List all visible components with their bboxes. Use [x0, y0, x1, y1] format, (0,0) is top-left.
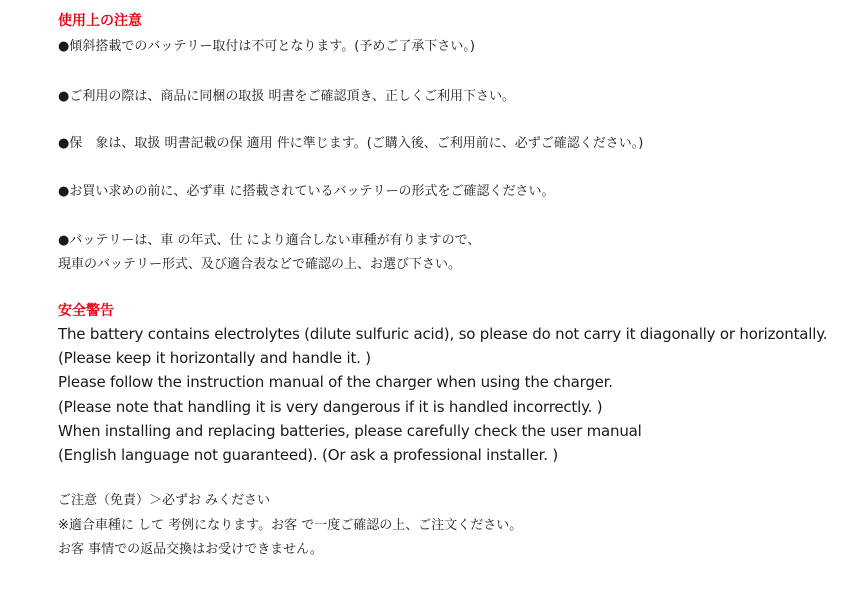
safety-line-charger-manual: Please follow the instruction manual of the charger when using the charger.	[58, 373, 613, 391]
notice-item-compatibility-cont: 現車のバッテリー形式、及び適合表などで確認の上、お選び下さい。	[58, 257, 462, 272]
safety-line-keep-horizontal: (Please keep it horizontally and handle it. )	[58, 349, 371, 367]
safety-line-danger: (Please note that handling it is very dangerous if it is handled incorrectly. )	[58, 398, 603, 416]
notice-item-tilted-mounting: ●傾斜搭載でのバッテリー取付は不可となります。(予めご了承下さい。)	[58, 39, 475, 54]
safety-line-installer: (English language not guaranteed). (Or ask a professional installer. )	[58, 446, 559, 464]
notice-item-warranty: ●保 象は、取扱 明書記載の保 適用 件に準じます。(ご購入後、ご利用前に、必ずご確認ください。)	[58, 136, 644, 151]
notice-item-check-battery-type: ●お買い求めの前に、必ず車 に搭載されているバッテリーの形式をご確認ください。	[58, 184, 555, 199]
safety-line-user-manual: When installing and replacing batteries, please carefully check the user manual	[58, 422, 642, 440]
disclaimer-no-returns: お客 事情での返品交換はお受けできません。	[58, 542, 323, 557]
safety-line-electrolyte: The battery contains electrolytes (dilute sulfuric acid), so please do not carry it diagonally or horizontally.	[58, 325, 828, 343]
disclaimer-compatibility-reference: ※適合車種に して 考例になります。お客 で一度ご確認の上、ご注文ください。	[58, 518, 523, 533]
safety-warning-heading: 安全警告	[58, 303, 114, 319]
notice-item-compatibility: ●バッテリーは、車 の年式、仕 により適合しない車種が有りますので、	[58, 233, 481, 248]
notice-item-read-manual: ●ご利用の際は、商品に同梱の取扱 明書をご確認頂き、正しくご利用下さい。	[58, 89, 515, 104]
usage-notice-heading: 使用上の注意	[58, 13, 142, 29]
disclaimer-title: ご注意（免責）＞必ずお みください	[58, 493, 271, 508]
